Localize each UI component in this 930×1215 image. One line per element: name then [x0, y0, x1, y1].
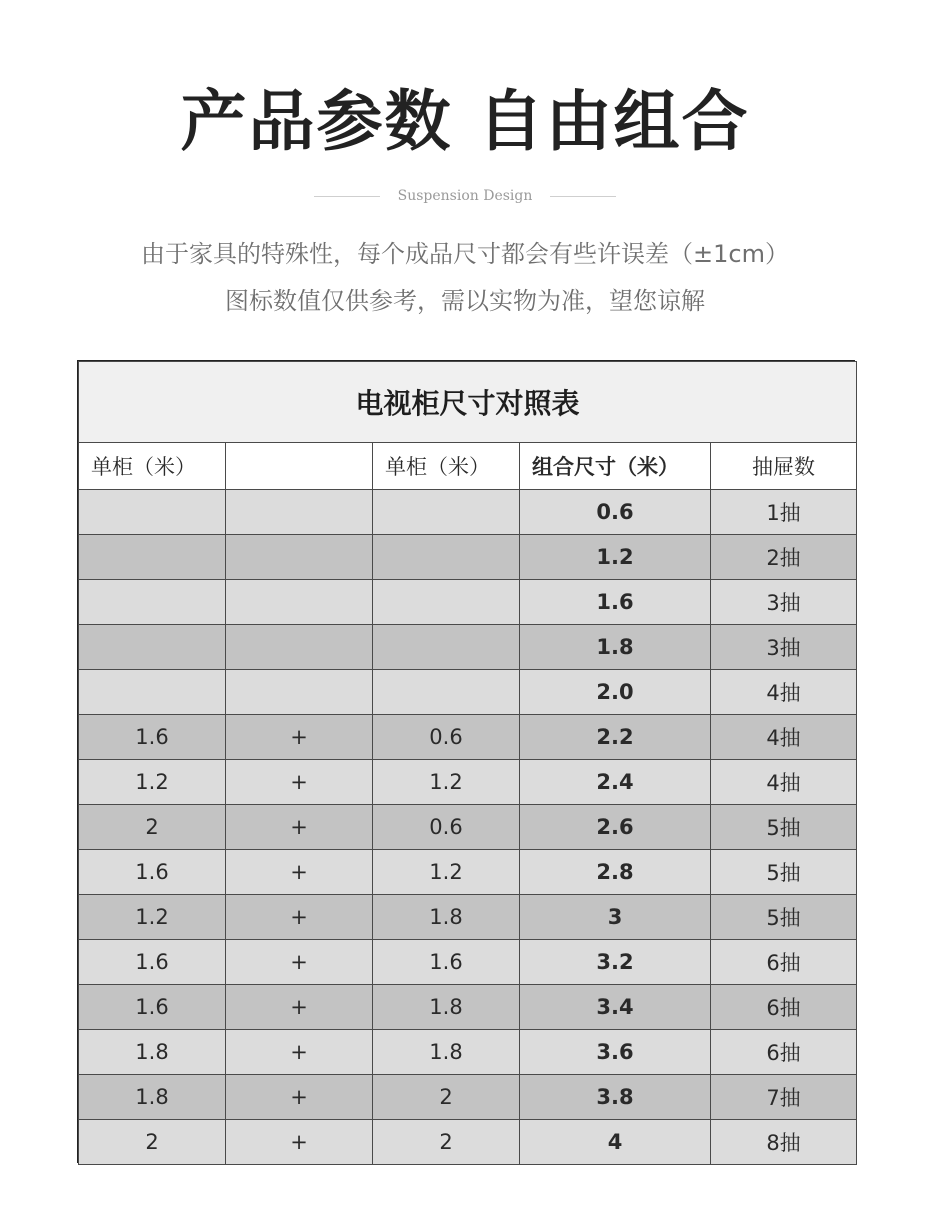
- table-row: [79, 940, 857, 985]
- disclaimer-line-1: 由于家具的特殊性，每个成品尺寸都会有些许误差（±1cm）: [141, 240, 789, 268]
- column-header-combined-size: 组合尺寸（米）: [520, 443, 711, 490]
- cell-combined-size: 2.6: [520, 805, 711, 850]
- cell-single-cabinet-1: [79, 490, 226, 535]
- table-row: [79, 535, 857, 580]
- cell-drawer-count: 3抽: [711, 580, 857, 625]
- cell-plus: [226, 670, 373, 715]
- cell-combined-size: 1.2: [520, 535, 711, 580]
- cell-plus: +: [226, 850, 373, 895]
- cell-drawer-count: 5抽: [711, 805, 857, 850]
- cell-plus: +: [226, 1030, 373, 1075]
- disclaimer-line-2: 图标数值仅供参考，需以实物为准，望您谅解: [225, 287, 705, 315]
- cell-plus: [226, 535, 373, 580]
- cell-plus: +: [226, 715, 373, 760]
- cell-combined-size: 3.4: [520, 985, 711, 1030]
- table-row: [79, 985, 857, 1030]
- cell-single-cabinet-1: [79, 670, 226, 715]
- cell-plus: +: [226, 1075, 373, 1120]
- cell-combined-size: 1.6: [520, 580, 711, 625]
- cell-single-cabinet-2: [373, 580, 520, 625]
- cell-plus: [226, 580, 373, 625]
- cell-drawer-count: 4抽: [711, 760, 857, 805]
- cell-single-cabinet-1: [79, 535, 226, 580]
- cell-single-cabinet-2: [373, 625, 520, 670]
- cell-drawer-count: 2抽: [711, 535, 857, 580]
- subtitle-divider-right: [550, 196, 616, 197]
- cell-single-cabinet-2: 1.2: [373, 760, 520, 805]
- cell-plus: +: [226, 940, 373, 985]
- page-title: 产品参数 自由组合: [180, 82, 750, 160]
- cell-single-cabinet-1: [79, 625, 226, 670]
- column-header-single-cabinet-1: 单柜（米）: [79, 443, 226, 490]
- cell-single-cabinet-2: [373, 670, 520, 715]
- cell-combined-size: 3.6: [520, 1030, 711, 1075]
- cell-drawer-count: 1抽: [711, 490, 857, 535]
- cell-drawer-count: 4抽: [711, 715, 857, 760]
- cell-single-cabinet-2: 0.6: [373, 805, 520, 850]
- cell-combined-size: 2.4: [520, 760, 711, 805]
- cell-drawer-count: 3抽: [711, 625, 857, 670]
- subtitle-row: [0, 184, 930, 208]
- cell-single-cabinet-2: 1.6: [373, 940, 520, 985]
- cell-combined-size: 2.0: [520, 670, 711, 715]
- cell-drawer-count: 6抽: [711, 940, 857, 985]
- cell-single-cabinet-1: 1.8: [79, 1075, 226, 1120]
- cell-combined-size: 1.8: [520, 625, 711, 670]
- cell-plus: +: [226, 985, 373, 1030]
- size-table-container: [77, 360, 855, 1163]
- table-row: [79, 670, 857, 715]
- cell-plus: +: [226, 1120, 373, 1165]
- cell-drawer-count: 5抽: [711, 895, 857, 940]
- cell-single-cabinet-2: 1.8: [373, 985, 520, 1030]
- table-row: [79, 1030, 857, 1075]
- cell-plus: +: [226, 805, 373, 850]
- cell-plus: [226, 490, 373, 535]
- cell-combined-size: 2.8: [520, 850, 711, 895]
- cell-single-cabinet-1: 1.6: [79, 985, 226, 1030]
- column-header-plus: [226, 443, 373, 490]
- subtitle: Suspension Design: [397, 188, 533, 204]
- cell-plus: [226, 625, 373, 670]
- subtitle-divider-left: [314, 196, 380, 197]
- table-header-row: [79, 443, 857, 490]
- table-row: [79, 895, 857, 940]
- cell-combined-size: 2.2: [520, 715, 711, 760]
- cell-single-cabinet-2: [373, 535, 520, 580]
- cell-single-cabinet-2: 0.6: [373, 715, 520, 760]
- cell-single-cabinet-2: 2: [373, 1075, 520, 1120]
- cell-drawer-count: 7抽: [711, 1075, 857, 1120]
- column-header-drawer-count: 抽屉数: [711, 443, 857, 490]
- cell-combined-size: 4: [520, 1120, 711, 1165]
- cell-single-cabinet-2: [373, 490, 520, 535]
- cell-single-cabinet-2: 1.8: [373, 1030, 520, 1075]
- table-row: [79, 490, 857, 535]
- cell-single-cabinet-2: 1.2: [373, 850, 520, 895]
- cell-single-cabinet-1: 1.2: [79, 760, 226, 805]
- table-title: 电视柜尺寸对照表: [79, 362, 857, 443]
- cell-single-cabinet-1: [79, 580, 226, 625]
- table-row: [79, 1120, 857, 1165]
- column-header-single-cabinet-2: 单柜（米）: [373, 443, 520, 490]
- cell-single-cabinet-1: 1.6: [79, 850, 226, 895]
- table-row: [79, 805, 857, 850]
- cell-single-cabinet-1: 1.6: [79, 715, 226, 760]
- cell-drawer-count: 4抽: [711, 670, 857, 715]
- table-row: [79, 625, 857, 670]
- cell-combined-size: 0.6: [520, 490, 711, 535]
- cell-combined-size: 3.2: [520, 940, 711, 985]
- cell-single-cabinet-2: 1.8: [373, 895, 520, 940]
- cell-drawer-count: 6抽: [711, 985, 857, 1030]
- table-row: [79, 580, 857, 625]
- cell-single-cabinet-1: 1.6: [79, 940, 226, 985]
- cell-single-cabinet-1: 2: [79, 805, 226, 850]
- cell-single-cabinet-1: 1.8: [79, 1030, 226, 1075]
- cell-drawer-count: 6抽: [711, 1030, 857, 1075]
- table-row: [79, 1075, 857, 1120]
- cell-combined-size: 3: [520, 895, 711, 940]
- cell-plus: +: [226, 895, 373, 940]
- table-row: [79, 715, 857, 760]
- table-row: [79, 850, 857, 895]
- cell-single-cabinet-2: 2: [373, 1120, 520, 1165]
- table-row: [79, 760, 857, 805]
- cell-combined-size: 3.8: [520, 1075, 711, 1120]
- size-table: [78, 361, 857, 1165]
- cell-single-cabinet-1: 2: [79, 1120, 226, 1165]
- cell-drawer-count: 5抽: [711, 850, 857, 895]
- table-body: [79, 490, 857, 1165]
- cell-drawer-count: 8抽: [711, 1120, 857, 1165]
- cell-plus: +: [226, 760, 373, 805]
- cell-single-cabinet-1: 1.2: [79, 895, 226, 940]
